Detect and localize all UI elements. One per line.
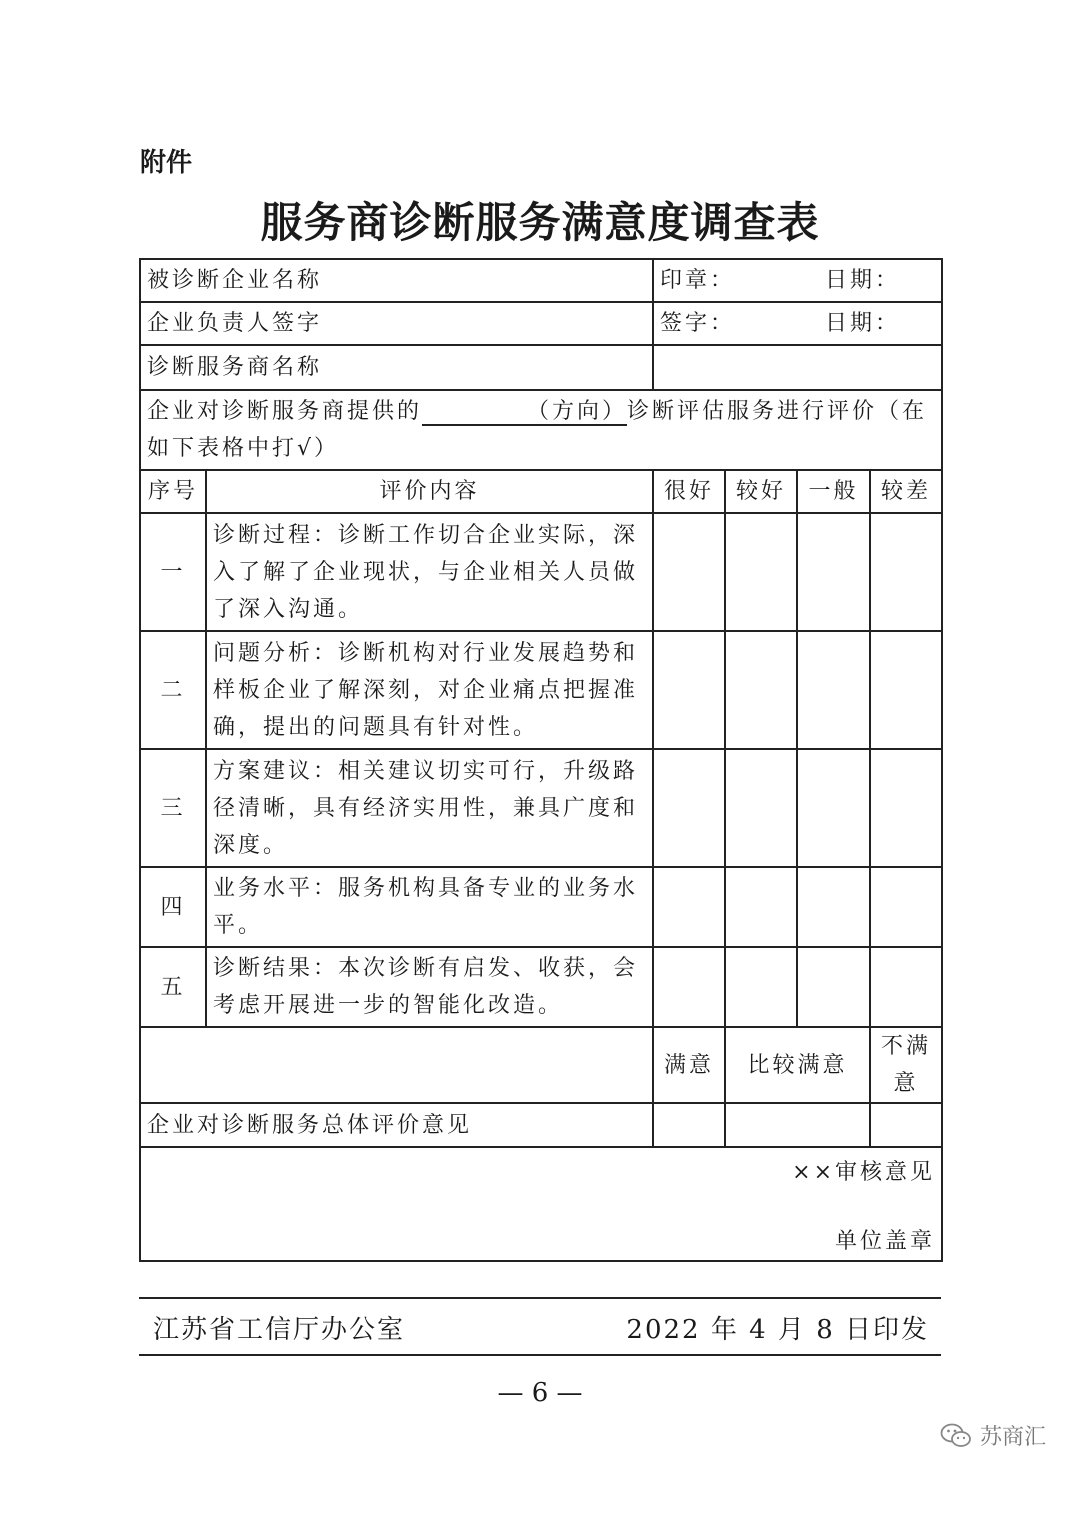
overall-header-row: [140, 1027, 942, 1103]
provider-name-label: 诊断服务商名称: [140, 345, 653, 390]
attachment-label: 附件: [140, 148, 193, 178]
issuing-office: 江苏省工信厅办公室: [153, 1315, 406, 1345]
date-label: 日期：: [825, 311, 901, 336]
seal-label: 印章：: [660, 268, 736, 293]
table-row: [140, 867, 942, 947]
table-row: [140, 947, 942, 1027]
rating-cell[interactable]: [870, 867, 942, 947]
review-row: [140, 1147, 942, 1261]
review-cell[interactable]: [140, 1147, 942, 1261]
overall-unsatisfied: 不满意: [870, 1027, 942, 1103]
header-average: 一般: [797, 470, 870, 513]
rating-cell[interactable]: [725, 947, 797, 1027]
watermark: [940, 1420, 1046, 1451]
rating-cell[interactable]: [870, 749, 942, 867]
row-no: 三: [140, 749, 206, 867]
header-poor: 较差: [870, 470, 942, 513]
footer-bar: [139, 1297, 941, 1356]
rating-cell[interactable]: [870, 947, 942, 1027]
sign-label: 签字：: [660, 311, 736, 336]
direction-blank[interactable]: （方向）: [422, 400, 627, 426]
header-good: 较好: [725, 470, 797, 513]
rating-cell[interactable]: [797, 947, 870, 1027]
rating-cell[interactable]: [725, 513, 797, 631]
row-content: 方案建议：相关建议切实可行，升级路径清晰，具有经济实用性，兼具广度和深度。: [206, 749, 653, 867]
rating-cell[interactable]: [870, 631, 942, 749]
issue-date: 2022 年 4 月 8 日印发: [626, 1315, 929, 1345]
leader-sign-row: [140, 302, 942, 345]
rating-cell[interactable]: [653, 749, 725, 867]
rating-cell[interactable]: [653, 947, 725, 1027]
page-title: 服务商诊断服务满意度调查表: [260, 198, 820, 247]
instruction-text: 企业对诊断服务商提供的 （方向）诊断评估服务进行评价（在如下表格中打√）: [140, 390, 942, 470]
header-very-good: 很好: [653, 470, 725, 513]
overall-satisfied: 满意: [653, 1027, 725, 1103]
unit-seal-label: 单位盖章: [835, 1229, 936, 1254]
company-name-label: 被诊断企业名称: [140, 259, 653, 302]
rating-cell[interactable]: [870, 513, 942, 631]
rating-cell[interactable]: [797, 749, 870, 867]
header-row: [140, 470, 942, 513]
date-label: 日期：: [825, 268, 901, 293]
row-no: 一: [140, 513, 206, 631]
leader-sign-label: 企业负责人签字: [140, 302, 653, 345]
wechat-icon: [940, 1421, 972, 1451]
provider-name-value[interactable]: [653, 345, 942, 390]
row-content: 诊断过程：诊断工作切合企业实际，深入了解了企业现状，与企业相关人员做了深入沟通。: [206, 513, 653, 631]
header-no: 序号: [140, 470, 206, 513]
rating-cell[interactable]: [725, 867, 797, 947]
company-name-row: [140, 259, 942, 302]
survey-table: [139, 258, 943, 1262]
overall-check-cell[interactable]: [653, 1103, 725, 1147]
provider-name-row: [140, 345, 942, 390]
instruction-row: [140, 390, 942, 470]
rating-cell[interactable]: [725, 749, 797, 867]
sign-date-cell: [653, 302, 942, 345]
table-row: [140, 631, 942, 749]
overall-check-cell[interactable]: [725, 1103, 870, 1147]
row-content: 问题分析：诊断机构对行业发展趋势和样板企业了解深刻，对企业痛点把握准确，提出的问题具有针对性。: [206, 631, 653, 749]
row-content: 业务水平：服务机构具备专业的业务水平。: [206, 867, 653, 947]
rating-cell[interactable]: [653, 867, 725, 947]
review-label: ××审核意见: [792, 1160, 936, 1185]
rating-cell[interactable]: [797, 631, 870, 749]
page-number: — 6 —: [497, 1378, 583, 1408]
watermark-text: 苏商汇: [979, 1425, 1046, 1450]
rating-cell[interactable]: [653, 513, 725, 631]
rating-cell[interactable]: [797, 867, 870, 947]
overall-row: [140, 1103, 942, 1147]
header-content: 评价内容: [206, 470, 653, 513]
overall-check-cell[interactable]: [870, 1103, 942, 1147]
rating-cell[interactable]: [725, 631, 797, 749]
row-content: 诊断结果：本次诊断有启发、收获，会考虑开展进一步的智能化改造。: [206, 947, 653, 1027]
row-no: 二: [140, 631, 206, 749]
table-row: [140, 749, 942, 867]
row-no: 五: [140, 947, 206, 1027]
row-no: 四: [140, 867, 206, 947]
overall-label: 企业对诊断服务总体评价意见: [140, 1103, 653, 1147]
table-row: [140, 513, 942, 631]
overall-fairly-satisfied: 比较满意: [725, 1027, 870, 1103]
seal-date-cell: [653, 259, 942, 302]
rating-cell[interactable]: [653, 631, 725, 749]
overall-header-blank: [140, 1027, 653, 1103]
rating-cell[interactable]: [797, 513, 870, 631]
